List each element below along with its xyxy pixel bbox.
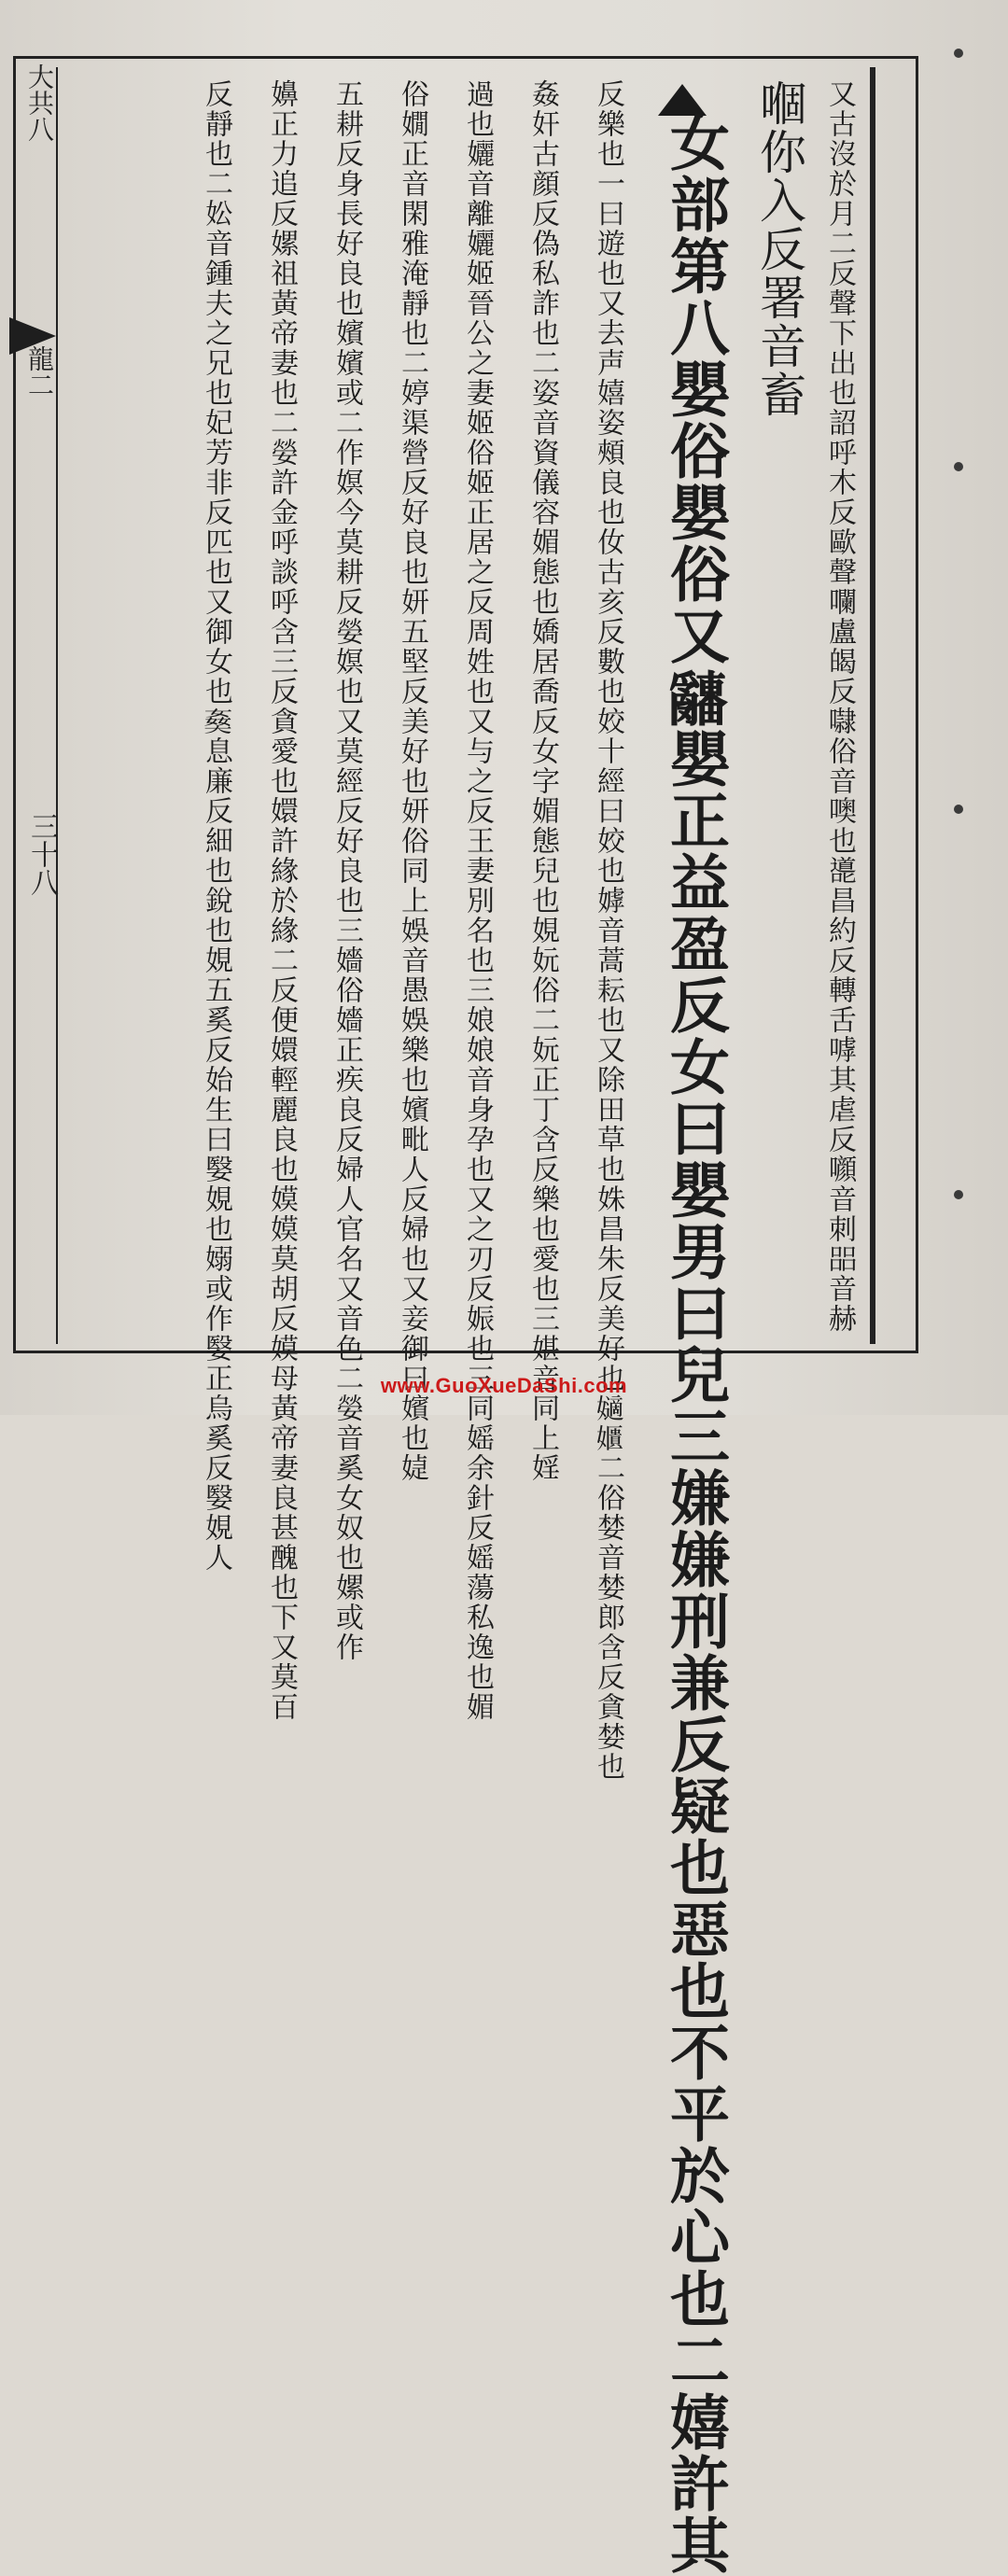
text-column: 又古沒於月二反聲下出也詔呼木反歐聲㘓盧㿣反㘑俗音噢也㘏昌約反轉舌嘑其虐反㘖音刺㗊音赫	[823, 79, 856, 1334]
text-column: 俗嫺正音閑雅淹靜也二婷渠營反好良也妍五堅反美好也妍俗同上娛音愚娛樂也嬪毗人反婦也又妾御曰嬪也媫	[396, 79, 428, 1483]
text-column: 嬶正力追反嫘祖黃帝妻也二嫈許金呼談呼含三反貪愛也嬛許緣於緣二反便嬛輕麗良也嫫嫫莫胡反嫫母黃帝妻良甚醜也下又莫百	[265, 79, 298, 1722]
section-heading: 女部第八嬰俗嬰俗又𤕌嬰正益盈反女曰嬰男曰兒三嫌嫌刑兼反疑也惡也不平於心也二嬉許其	[660, 112, 730, 2576]
binding-hole	[954, 49, 963, 58]
binding-hole	[954, 1190, 963, 1199]
text-column: 反樂也一曰遊也又去声嬉姿頰良也㚢古亥反數也姣十經曰姣也嫭音蒿耘也又除田草也姝昌朱反美好也𡣪𡣓二俗婪音婪郎含反貪婪也	[592, 79, 624, 1782]
text-column: 姦奸古顔反偽私詐也二姿音資儀容媚態也嬌居喬反女字媚態兒也娊妧俗二妧正丁含反樂也愛也三媅音同上婬	[526, 79, 559, 1483]
text-column: 過也孋音離孋姬晉公之妻姬俗姬正居之反周姓也又与之反王妻別名也三娘娘音身孕也又之刃反娠也三同媱余針反媱蕩私逸也媚	[461, 79, 494, 1722]
binding-hole	[954, 462, 963, 471]
margin-left-label: 龍二	[24, 345, 55, 398]
watermark-url: www.GuoXueDaShi.com	[380, 1374, 628, 1397]
margin-top-left: 大共八	[24, 63, 55, 142]
section-marker	[658, 84, 707, 116]
text-column: 嗰你入反署音畜	[752, 79, 806, 419]
page-number: 三十八	[25, 812, 58, 896]
binding-hole	[954, 805, 963, 814]
text-column: 反靜也二妐音鍾夫之兄也妃芳非反匹也又御女也𡟗息廉反細也銳也娊五奚反始生曰嫛娊也嫋或作嫛正烏奚反嫛娊人	[200, 79, 232, 1573]
text-column: 五耕反身長好良也嬪嬪或二作嫇今莫耕反嫈嫇也又莫經反好良也三嬙俗嬙正疾良反婦人官名又音色二嫈音奚女奴也嫘或作	[330, 79, 363, 1662]
